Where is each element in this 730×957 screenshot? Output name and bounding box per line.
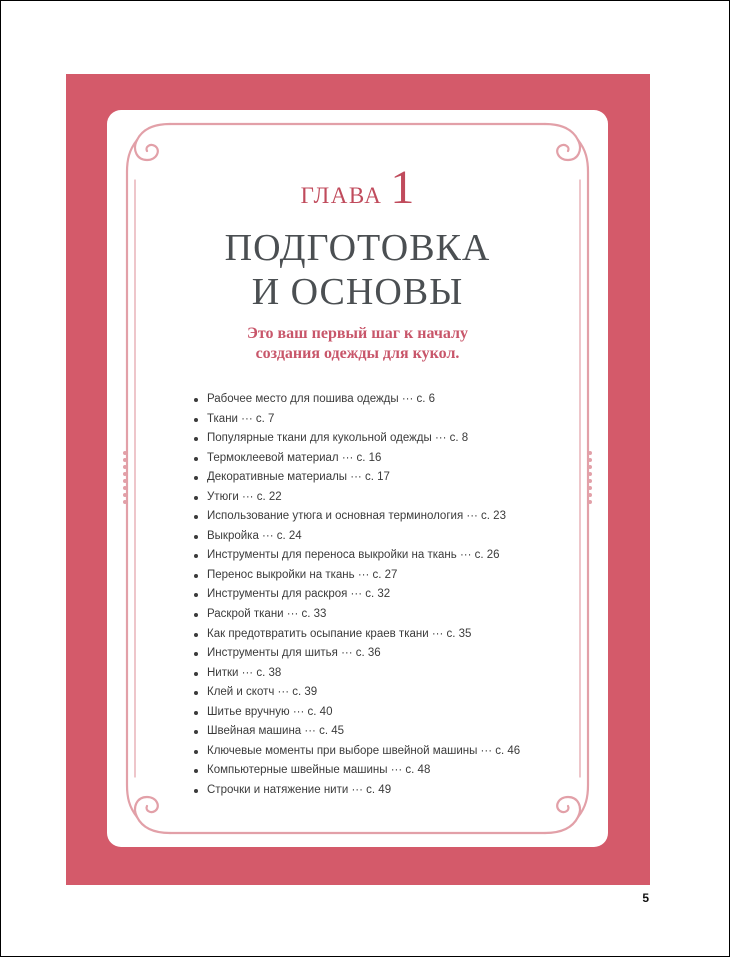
toc-item-label: Выкройка ··· с. 24: [207, 529, 302, 542]
bullet-icon: [194, 457, 198, 461]
toc-item-label: Рабочее место для пошива одежды ··· с. 6: [207, 393, 436, 405]
toc-item: [190, 527, 590, 547]
bullet-icon: [194, 398, 198, 402]
toc-item-label: Популярные ткани для кукольной одежды ··· с. 8: [207, 432, 469, 445]
bullet-icon: [194, 437, 198, 441]
bullet-icon: [194, 554, 198, 558]
toc-item-label: Швейная машина ··· с. 45: [207, 725, 345, 738]
bullet-icon: [194, 730, 198, 734]
toc-item: [190, 683, 590, 703]
toc-item-label: Раскрой ткани ··· с. 33: [207, 608, 327, 621]
bullet-icon: [194, 750, 198, 754]
table-of-contents: [190, 390, 590, 800]
toc-item-label: Перенос выкройки на ткань ··· с. 27: [207, 568, 398, 581]
toc-item-label: Нитки ··· с. 38: [207, 666, 282, 679]
toc-item: [190, 468, 590, 488]
bullet-icon: [194, 476, 198, 480]
toc-item: [190, 546, 590, 566]
toc-item-label: Инструменты для шитья ··· с. 36: [207, 647, 381, 660]
toc-item-label: Ткани ··· с. 7: [207, 412, 275, 425]
bullet-icon: [194, 496, 198, 500]
bullet-icon: [194, 593, 198, 597]
toc-item: [190, 761, 590, 781]
bullet-icon: [194, 789, 198, 793]
bullet-icon: [194, 613, 198, 617]
toc-item-label: Клей и скотч ··· с. 39: [207, 686, 318, 699]
toc-item-label: Декоративные материалы ··· с. 17: [207, 471, 390, 484]
toc-item-label: Использование утюга и основная терминология ··· с. 23: [207, 510, 506, 523]
toc-item: [190, 410, 590, 430]
bullet-icon: [194, 672, 198, 676]
bullet-icon: [194, 535, 198, 539]
chapter-title-line-2: И ОСНОВЫ: [251, 271, 464, 313]
page-number: 5: [642, 891, 649, 905]
toc-item: [190, 742, 590, 762]
chapter-title-line-1: ПОДГОТОВКА: [224, 227, 491, 269]
toc-item-label: Инструменты для переноса выкройки на ткань ··· с. 26: [207, 549, 500, 562]
toc-item-label: Термоклеевой материал ··· с. 16: [207, 451, 382, 464]
chapter-subtitle-line-1: Это ваш первый шаг к началу: [247, 325, 468, 342]
toc-item: [190, 781, 590, 801]
chapter-subtitle: [107, 324, 608, 364]
bullet-icon: [194, 418, 198, 422]
toc-item: [190, 507, 590, 527]
toc-item: [190, 429, 590, 449]
bullet-icon: [194, 574, 198, 578]
chapter-subtitle-line-2: создания одежды для кукол.: [255, 345, 460, 362]
chapter-number: 1: [390, 161, 415, 214]
bullet-icon: [194, 515, 198, 519]
toc-item-label: Как предотвратить осыпание краев ткани ··· с. 35: [207, 627, 472, 640]
toc-item-label: Утюги ··· с. 22: [207, 490, 282, 503]
toc-item-label: Инструменты для раскроя ··· с. 32: [207, 588, 391, 601]
toc-item: [190, 585, 590, 605]
toc-item-label: Компьютерные швейные машины ··· с. 48: [207, 764, 431, 777]
chapter-heading: [107, 160, 608, 215]
bullet-icon: [194, 691, 198, 695]
toc-item: [190, 390, 590, 410]
bullet-icon: [194, 769, 198, 773]
toc-item-label: Ключевые моменты при выборе швейной машины ··· с. 46: [207, 744, 521, 757]
toc-item: [190, 605, 590, 625]
toc-item: [190, 722, 590, 742]
toc-item: [190, 488, 590, 508]
chapter-label: ГЛАВА: [300, 183, 383, 208]
toc-item: [190, 449, 590, 469]
chapter-title: [107, 226, 608, 314]
toc-item: [190, 625, 590, 645]
bullet-icon: [194, 711, 198, 715]
toc-item-label: Шитье вручную ··· с. 40: [207, 705, 333, 718]
bullet-icon: [194, 652, 198, 656]
toc-item: [190, 703, 590, 723]
bullet-icon: [194, 633, 198, 637]
toc-item-label: Строчки и натяжение нити ··· с. 49: [207, 783, 392, 796]
toc-item: [190, 644, 590, 664]
toc-item: [190, 664, 590, 684]
toc-item: [190, 566, 590, 586]
